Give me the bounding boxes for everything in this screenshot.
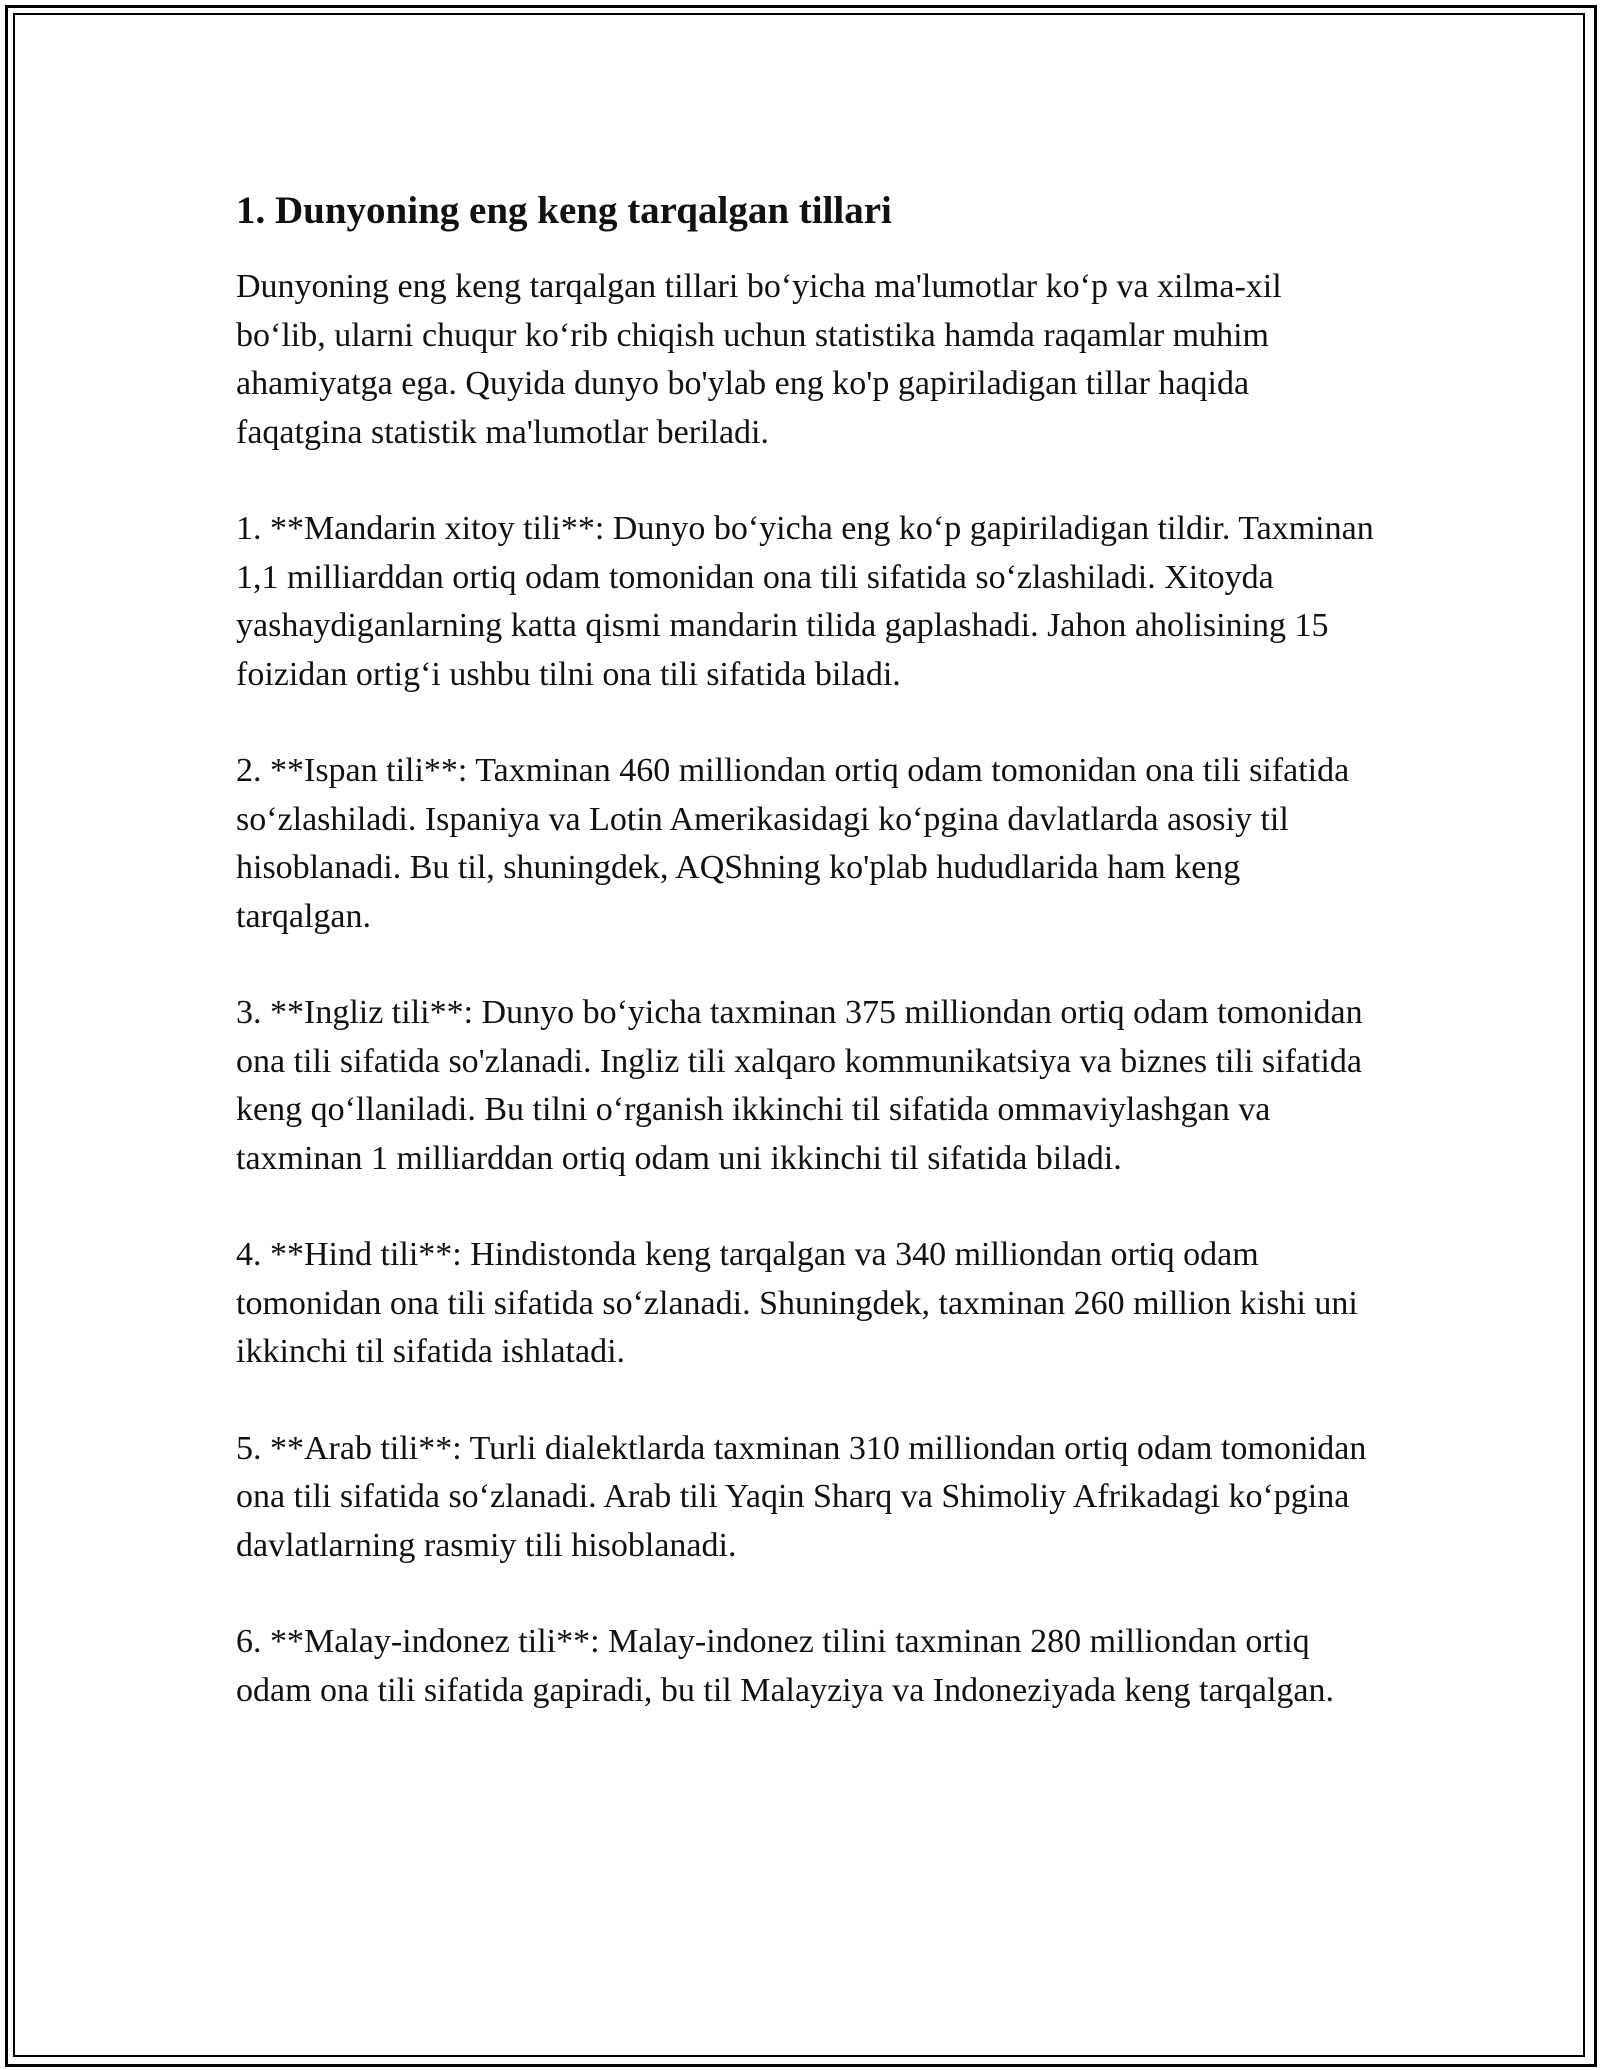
- list-item-spanish: 2. **Ispan tili**: Taxminan 460 milliondan ortiq odam tomonidan ona tili sifatida so‘zlashiladi. Ispaniya va Lotin Amerikasidagi ko‘pgina davlatlarda asosiy til hisoblanadi. Bu til, shuningdek, AQShning ko'plab hududlarida ham keng tarqalgan.: [236, 752, 1350, 935]
- list-item-english: 3. **Ingliz tili**: Dunyo bo‘yicha taxminan 375 milliondan ortiq odam tomonidan ona tili sifatida so'zlanadi. Ingliz tili xalqaro kommunikatsiya va biznes tili sifatida keng qo‘llaniladi. Bu tilni o‘rganish ikkinchi til sifatida ommaviylashgan va taxminan 1 milliarddan ortiq odam uni ikkinchi til sifatida biladi.: [236, 994, 1363, 1177]
- list-item-mandarin: 1. **Mandarin xitoy tili**: Dunyo bo‘yicha eng ko‘p gapiriladigan tildir. Taxminan 1,1 milliarddan ortiq odam tomonidan ona tili sifatida so‘zlashiladi. Xitoyda yashaydiganlarning katta qismi mandarin tilida gaplashadi. Jahon aholisining 15 foizidan ortig‘i ushbu tilni ona tili sifatida biladi.: [236, 510, 1374, 693]
- list-item-malay-indonesian: 6. **Malay-indonez tili**: Malay-indonez tilini taxminan 280 milliondan ortiq odam ona tili sifatida gapiradi, bu til Malayziya va Indoneziyada keng tarqalgan.: [236, 1623, 1335, 1709]
- list-item-arabic: 5. **Arab tili**: Turli dialektlarda taxminan 310 milliondan ortiq odam tomonidan ona tili sifatida so‘zlanadi. Arab tili Yaqin Sharq va Shimoliy Afrikadagi ko‘pgina davlatlarning rasmiy tili hisoblanadi.: [236, 1429, 1367, 1564]
- document-body: [236, 186, 1376, 1763]
- document-title: 1. Dunyoning eng keng tarqalgan tillari: [236, 189, 892, 232]
- intro-paragraph: Dunyoning eng keng tarqalgan tillari bo‘yicha ma'lumotlar ko‘p va xilma-xil bo‘lib, ularni chuqur ko‘rib chiqish uchun statistika hamda raqamlar muhim ahamiyatga ega. Quyida dunyo bo'ylab eng ko'p gapiriladigan tillar haqida faqatgina statistik ma'lumotlar beriladi.: [236, 268, 1282, 451]
- list-item-hindi: 4. **Hind tili**: Hindistonda keng tarqalgan va 340 milliondan ortiq odam tomonidan ona tili sifatida so‘zlanadi. Shuningdek, taxminan 260 million kishi uni ikkinchi til sifatida ishlatadi.: [236, 1236, 1358, 1370]
